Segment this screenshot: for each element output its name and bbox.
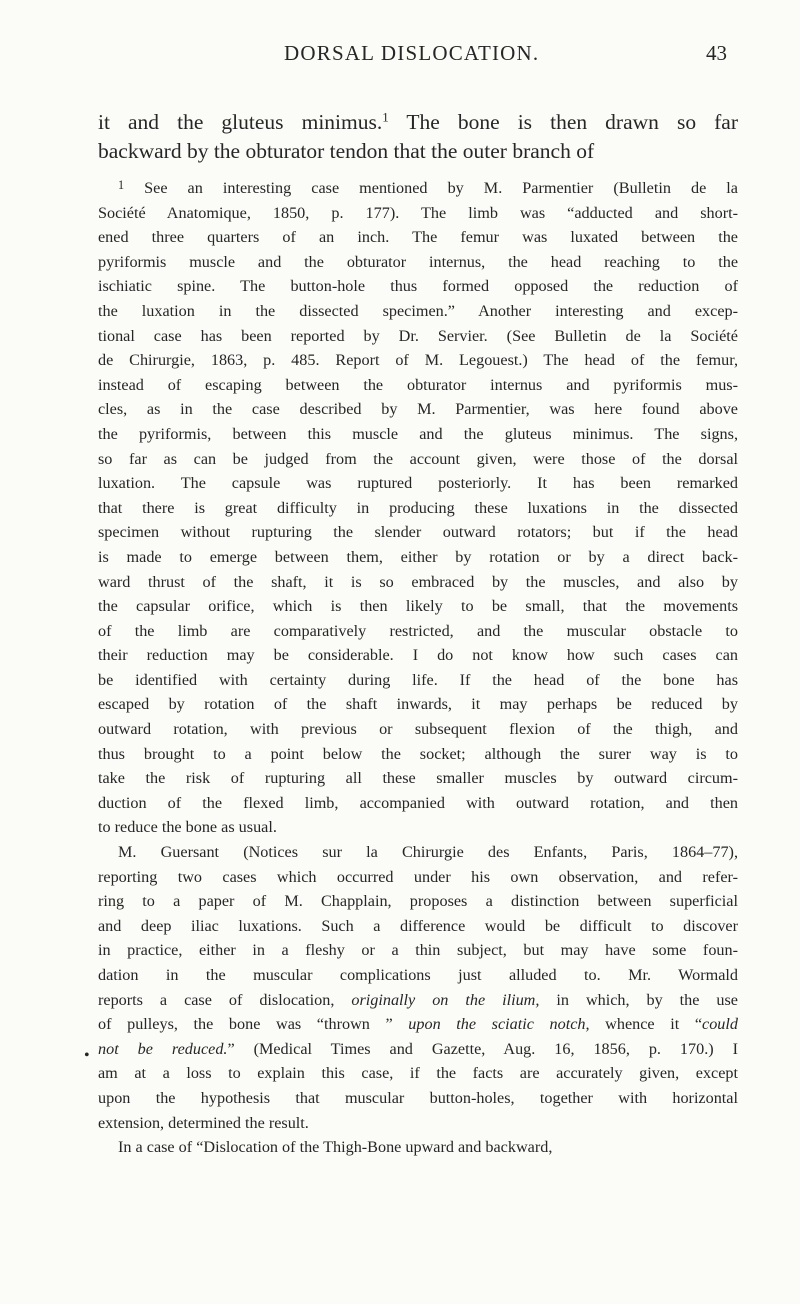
footnote-line: of the limb are comparatively restricted, and the muscular obstacle to [98, 621, 738, 640]
footnote-line: be identified with certainty during life. If the head of the bone has [98, 670, 738, 689]
footnote-reference: 1 [382, 110, 389, 125]
footnote-line: pyriformis muscle and the obturator internus, the head reaching to the [98, 252, 738, 271]
footnote-line: the capsular orifice, which is then likely to be small, that the movements [98, 597, 738, 616]
footnote-line [98, 988, 738, 1013]
footnote-line: instead of escaping between the obturator internus and pyriformis mus- [98, 375, 738, 394]
footnote-line: that there is great difficulty in producing these luxations in the dissected [98, 498, 738, 517]
footnote-line: cles, as in the case described by M. Parmentier, was here found above [98, 400, 738, 419]
footnote-line: de Chirurgie, 1863, p. 485. Report of M. Legouest.) The head of the femur, [98, 351, 738, 370]
footnote-line: so far as can be judged from the account given, were those of the dorsal [98, 449, 738, 468]
footnote-line: specimen without rupturing the slender outward rotators; but if the head [98, 523, 738, 542]
footnote-line: luxation. The capsule was ruptured posteriorly. It has been remarked [98, 474, 738, 493]
footnote-text: reports a case of dislocation, [98, 990, 352, 1009]
footnote-line: ring to a paper of M. Chapplain, proposes a distinction between superficial [98, 892, 738, 911]
footnote-line: duction of the flexed limb, accompanied with outward rotation, and then [98, 793, 738, 812]
footnote-line: their reduction may be considerable. I do not know how such cases can [98, 646, 738, 665]
main-line [98, 108, 738, 137]
footnote-line: extension, determined the result. [98, 1113, 309, 1132]
footnote-line [98, 176, 738, 201]
running-head: DORSAL DISLOCATION. [284, 41, 540, 65]
footnote-line: outward rotation, with previous or subsequent flexion of the thigh, and [98, 720, 738, 739]
footnote-line: thus brought to a point below the socket; although the surer way is to [98, 744, 738, 763]
footnote-italic: not be reduced. [98, 1039, 228, 1058]
main-text [98, 108, 738, 166]
footnote-line: the luxation in the dissected specimen.” Another interesting and excep- [98, 301, 738, 320]
footnote-marker: 1 [118, 177, 125, 192]
footnote-line: In a case of “Dislocation of the Thigh-Bone upward and backward, [118, 1138, 553, 1157]
footnote-text: ” (Medical Times and Gazette, Aug. 16, 1856, p. 170.) I [227, 1039, 738, 1058]
footnote-line: tional case has been reported by Dr. Servier. (See Bulletin de la Société [98, 326, 738, 345]
page-number: 43 [706, 41, 727, 65]
footnote-line: and deep iliac luxations. Such a difference would be difficult to discover [98, 916, 738, 935]
footnote-line: reporting two cases which occurred under his own observation, and refer- [98, 867, 738, 886]
page-header [0, 40, 800, 80]
footnote-line: dation in the muscular complications just alluded to. Mr. Wormald [98, 966, 738, 984]
main-text-segment: The bone is then drawn so far [388, 110, 738, 134]
footnote-line: in practice, either in a fleshy or a thin subject, but may have some foun- [98, 941, 738, 960]
margin-mark: • [84, 1047, 90, 1064]
footnote-line: Société Anatomique, 1850, p. 177). The limb was “adducted and short- [98, 203, 738, 222]
footnote-line: is made to emerge between them, either by rotation or by a direct back- [98, 547, 738, 566]
footnote-line [98, 1037, 738, 1062]
footnote [98, 176, 738, 1160]
footnote-line: to reduce the bone as usual. [98, 818, 277, 837]
footnote-line: the pyriformis, between this muscle and the gluteus minimus. The signs, [98, 424, 738, 443]
main-line: backward by the obturator tendon that the outer branch of [98, 139, 595, 163]
main-text-segment: it and the gluteus minimus. [98, 110, 383, 134]
footnote-line: ischiatic spine. The button-hole thus formed opposed the reduction of [98, 277, 738, 296]
footnote-text: See an interesting case mentioned by M. Parmentier (Bulletin de la [124, 179, 738, 197]
footnote-line [98, 1012, 738, 1037]
footnote-italic: could [702, 1015, 738, 1034]
footnote-italic: upon the sciatic notch, [408, 1015, 590, 1034]
footnote-text: whence it “ [589, 1015, 703, 1034]
footnote-line: ened three quarters of an inch. The femur was luxated between the [98, 228, 738, 247]
footnote-line: upon the hypothesis that muscular button-holes, together with horizontal [98, 1088, 738, 1107]
footnote-line: take the risk of rupturing all these smaller muscles by outward circum- [98, 769, 738, 788]
footnote-text: in which, by the use [539, 990, 738, 1009]
footnote-line: escaped by rotation of the shaft inwards, it may perhaps be reduced by [98, 695, 738, 714]
footnote-line: am at a loss to explain this case, if the facts are accurately given, except [98, 1064, 738, 1083]
footnote-text: of pulleys, the bone was “thrown ” [98, 1015, 409, 1034]
footnote-line: M. Guersant (Notices sur la Chirurgie des Enfants, Paris, 1864–77), [118, 843, 738, 862]
footnote-line: ward thrust of the shaft, it is so embraced by the muscles, and also by [98, 572, 738, 591]
footnote-italic: originally on the ilium, [351, 990, 540, 1009]
